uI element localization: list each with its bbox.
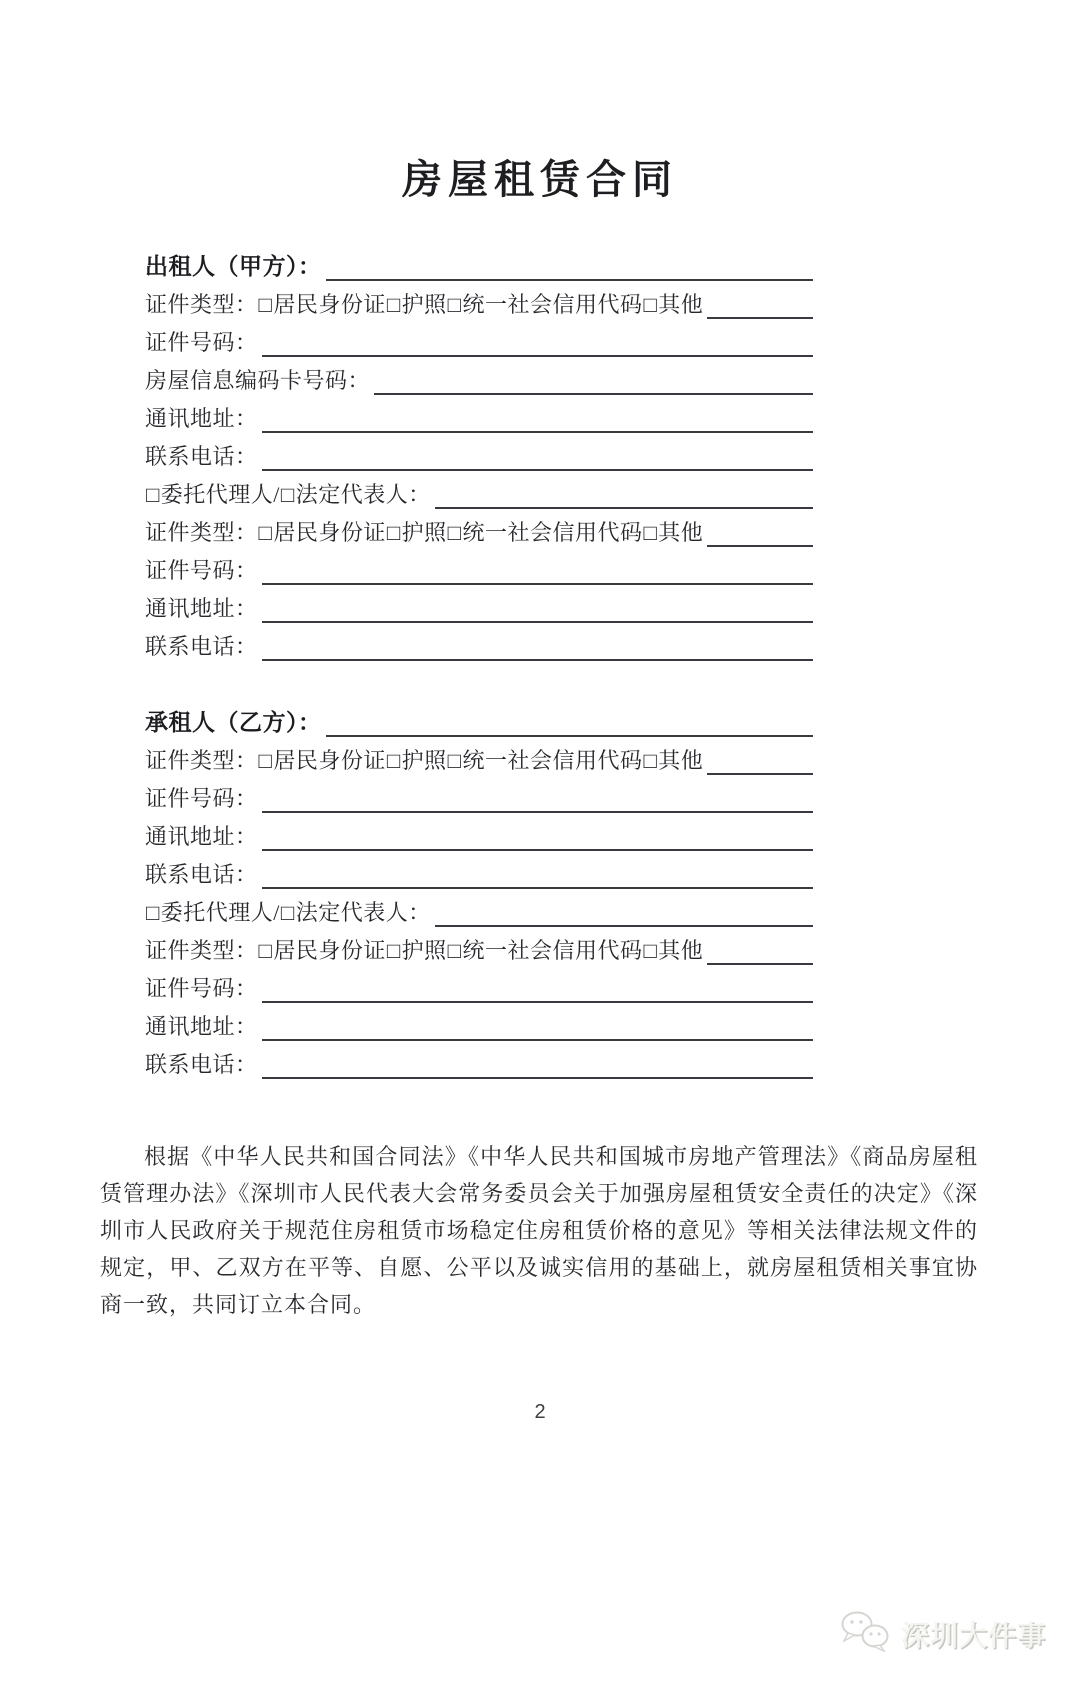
checkbox-icon: □ [447,748,462,773]
checkbox-icon: □ [447,292,462,317]
option-label: 护照 [401,748,447,773]
blank-line [435,894,813,932]
field-label: 证件号码： [145,786,258,811]
party-heading: 出租人（甲方）： [145,254,322,279]
checkbox-icon: □ [280,900,295,925]
option-label: 其他 [658,938,704,963]
option-label: 其他 [658,292,704,317]
form-row [145,324,813,362]
form-row [145,286,813,324]
blank-line [435,476,813,514]
blank-line [262,590,813,628]
blank-line [262,780,813,818]
checkbox-icon: □ [386,520,401,545]
field-label: 证件类型： [145,292,258,317]
blank-line [707,514,813,552]
option-label: 统一社会信用代码 [462,748,643,773]
option-label: 委托代理人/ [160,900,280,925]
option-label: 法定代表人： [295,482,431,507]
parties-form [145,248,813,1084]
blank-line [262,1046,813,1084]
option-label: 护照 [401,938,447,963]
blank-line [374,362,813,400]
option-label: 居民身份证 [273,938,386,963]
field-label: 证件号码： [145,558,258,583]
checkbox-icon: □ [643,938,658,963]
blank-line [707,932,813,970]
field-label: 证件类型： [145,520,258,545]
checkbox-icon: □ [386,292,401,317]
field-label: 证件类型： [145,938,258,963]
watermark-text: 深圳大件事 [900,1619,1046,1651]
form-row [145,476,813,514]
form-row [145,970,813,1008]
form-row [145,856,813,894]
form-row [145,362,813,400]
option-label: 委托代理人/ [160,482,280,507]
checkbox-icon: □ [643,520,658,545]
field-label: 联系电话： [145,862,258,887]
blank-line [262,628,813,666]
field-label: 通讯地址： [145,596,258,621]
option-label: 统一社会信用代码 [462,938,643,963]
field-label: 联系电话： [145,634,258,659]
option-label: 护照 [401,520,447,545]
form-row [145,514,813,552]
blank-line [262,1008,813,1046]
blank-line [326,248,814,286]
blank-line [262,970,813,1008]
form-row [145,894,813,932]
form-row [145,438,813,476]
blank-line [326,704,814,742]
field-label: 证件类型： [145,748,258,773]
checkbox-icon: □ [258,520,273,545]
blank-line [262,856,813,894]
form-section [145,704,813,1084]
checkbox-icon: □ [280,482,295,507]
option-label: 居民身份证 [273,748,386,773]
form-row [145,818,813,856]
field-label: 通讯地址： [145,406,258,431]
option-label: 其他 [658,520,704,545]
field-label: 房屋信息编码卡号码： [145,368,371,393]
form-row [145,552,813,590]
option-label: 统一社会信用代码 [462,292,643,317]
option-label: 其他 [658,748,704,773]
form-row [145,780,813,818]
blank-line [262,324,813,362]
blank-line [707,742,813,780]
form-row [145,742,813,780]
page-title: 房屋租赁合同 [402,157,678,202]
field-label: 证件号码： [145,976,258,1001]
wechat-icon [839,1610,891,1657]
blank-line [262,552,813,590]
form-row [145,704,813,742]
blank-line [262,818,813,856]
blank-line [707,286,813,324]
field-label: 证件号码： [145,330,258,355]
form-row [145,932,813,970]
contract-page [0,158,1080,1685]
option-label: 统一社会信用代码 [462,520,643,545]
field-label: 联系电话： [145,444,258,469]
option-label: 居民身份证 [273,520,386,545]
field-label: 通讯地址： [145,1014,258,1039]
blank-line [262,400,813,438]
watermark [839,1610,1046,1657]
checkbox-icon: □ [146,482,160,507]
preamble-paragraph: 根据《中华人民共和国合同法》《中华人民共和国城市房地产管理法》《商品房屋租赁管理办法》《深圳市人民代表大会常务委员会关于加强房屋租赁安全责任的决定》《深圳市人民政府关于规范住房租赁市场稳定住房租赁价格的意见》等相关法律法规文件的规定，甲、乙双方在平等、自愿、公平以及诚实信用的基础上，就房屋租赁相关事宜协商一致，共同订立本合同。 [100,1144,978,1317]
form-row [145,590,813,628]
form-row [145,1008,813,1046]
option-label: 居民身份证 [273,292,386,317]
party-heading: 承租人（乙方）： [145,710,322,735]
checkbox-icon: □ [258,748,273,773]
checkbox-icon: □ [258,292,273,317]
field-label: 联系电话： [145,1052,258,1077]
checkbox-icon: □ [643,748,658,773]
form-section [145,248,813,666]
field-label: 通讯地址： [145,824,258,849]
form-row [145,628,813,666]
blank-line [262,438,813,476]
page-number: 2 [534,1401,546,1423]
checkbox-icon: □ [146,900,160,925]
form-row [145,248,813,286]
option-label: 护照 [401,292,447,317]
checkbox-icon: □ [386,748,401,773]
checkbox-icon: □ [386,938,401,963]
form-row [145,400,813,438]
form-row [145,1046,813,1084]
checkbox-icon: □ [447,520,462,545]
checkbox-icon: □ [643,292,658,317]
checkbox-icon: □ [258,938,273,963]
checkbox-icon: □ [447,938,462,963]
option-label: 法定代表人： [295,900,431,925]
